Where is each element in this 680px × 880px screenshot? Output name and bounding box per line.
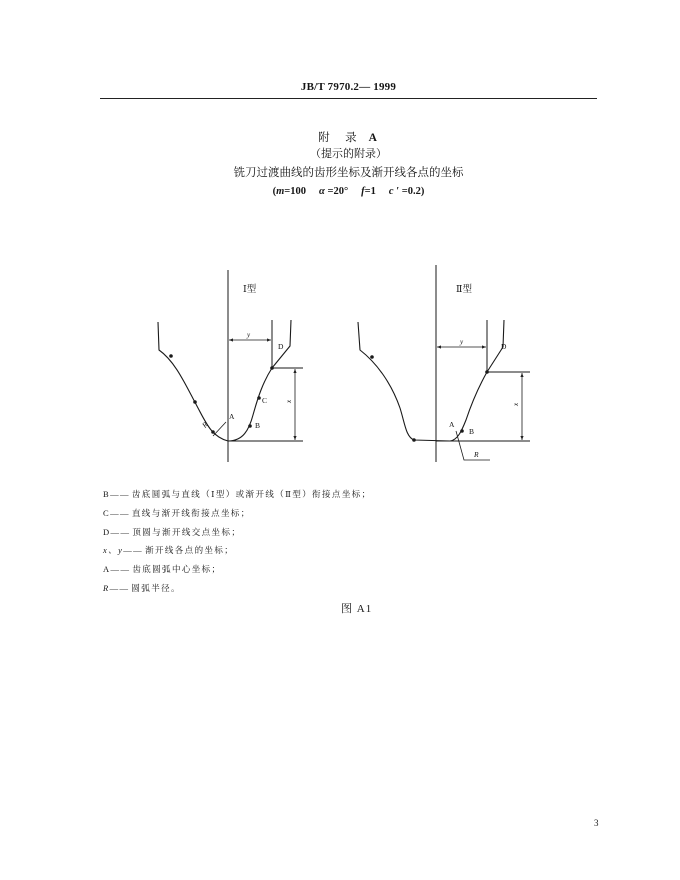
type-1-point-d-label: D — [278, 342, 284, 351]
param-f-symbol: f — [361, 186, 365, 197]
param-c-symbol: c ′ — [388, 186, 400, 197]
standard-number-header: JB/T 7970.2— 1999 — [300, 81, 397, 93]
legend-item-c — [103, 504, 372, 523]
type-2-point-d-label: D — [501, 342, 507, 351]
type-2-radius-label: R — [474, 450, 479, 459]
type-1-point-c-label: C — [262, 396, 268, 405]
parameter-line — [100, 186, 597, 197]
legend-text: 齿底圆弧与直线（Ⅰ型）或渐开线（Ⅱ型）衔接点坐标； — [131, 489, 372, 499]
legend-key: C — [103, 507, 111, 518]
legend-key: x、y — [103, 545, 124, 556]
param-alpha-symbol: α — [319, 186, 325, 197]
page-number: 3 — [594, 818, 599, 828]
type-1-radius-leader — [213, 422, 226, 436]
type-1-tooth-profile — [158, 320, 291, 441]
type-1-label: Ⅰ型 — [243, 285, 257, 295]
type-2-point-dot — [485, 370, 489, 374]
type-1-point-dot — [257, 396, 261, 400]
type-1-point-dot — [211, 430, 215, 434]
param-c-value: =0.2 — [399, 186, 421, 197]
param-c — [389, 186, 424, 197]
legend-item-b — [103, 485, 372, 504]
legend-key: R — [103, 582, 110, 593]
appendix-label: 附 录 — [318, 132, 359, 144]
type-2-label: Ⅱ型 — [456, 285, 472, 295]
param-alpha — [319, 186, 348, 197]
param-f-value: =1 — [364, 186, 376, 197]
param-f — [361, 186, 376, 197]
appendix-heading — [100, 129, 597, 145]
legend-dash: —— — [123, 545, 144, 556]
type-1-diagram — [158, 270, 303, 462]
appendix-letter: A — [368, 132, 379, 144]
appendix-note: （提示的附录） — [310, 148, 387, 160]
legend-dash: —— — [109, 582, 130, 593]
figure-legend — [103, 485, 372, 598]
type-2-point-dot — [412, 438, 416, 442]
legend-text: 圆弧半径。 — [131, 582, 181, 593]
type-2-point-a-label: A — [449, 420, 455, 429]
legend-dash: —— — [110, 507, 130, 518]
type-1-point-dot — [169, 354, 173, 358]
type-1-point-dot — [270, 366, 274, 370]
legend-item-xy — [103, 541, 372, 560]
param-m — [273, 186, 306, 197]
legend-item-r — [103, 579, 372, 598]
type-2-point-dot — [370, 355, 374, 359]
type-1-x-label: x — [285, 399, 293, 403]
type-1-point-a-label: A — [229, 412, 235, 421]
legend-dash: —— — [110, 564, 131, 575]
appendix-title: 铣刀过渡曲线的齿形坐标及渐开线各点的坐标 — [233, 167, 464, 179]
legend-dash: —— — [110, 489, 130, 499]
type-2-tooth-profile — [358, 320, 504, 441]
legend-key: D — [103, 526, 111, 537]
type-2-point-dot — [460, 429, 464, 433]
legend-key: A — [103, 564, 111, 575]
legend-dash: —— — [110, 526, 131, 537]
paren-open: ( — [272, 186, 277, 197]
param-alpha-value: =20° — [324, 186, 349, 197]
type-2-diagram — [358, 265, 530, 462]
legend-text: 直线与渐开线衔接点坐标； — [131, 507, 251, 518]
type-2-x-label: x — [512, 402, 520, 406]
figure-a1 — [0, 250, 680, 475]
legend-text: 齿底圆弧中心坐标； — [132, 564, 222, 575]
legend-item-a — [103, 560, 372, 579]
legend-key: B — [103, 489, 111, 499]
legend-text: 渐开线各点的坐标； — [145, 545, 235, 556]
param-m-symbol: m — [276, 186, 285, 197]
type-2-point-b-label: B — [469, 427, 475, 436]
type-1-y-label: y — [247, 331, 251, 339]
header-rule — [100, 98, 597, 99]
type-1-labels — [199, 283, 293, 430]
type-1-point-b-label: B — [255, 421, 261, 430]
type-1-point-dot — [193, 400, 197, 404]
figure-caption: 图 A1 — [341, 603, 373, 615]
type-1-radius-label: R — [200, 420, 210, 430]
legend-item-d — [103, 523, 372, 542]
paren-close: ) — [420, 186, 425, 197]
type-1-point-dot — [248, 424, 252, 428]
type-2-y-label: y — [460, 338, 464, 346]
legend-text: 顶圆与渐开线交点坐标； — [132, 526, 242, 537]
param-m-value: =100 — [284, 186, 307, 197]
